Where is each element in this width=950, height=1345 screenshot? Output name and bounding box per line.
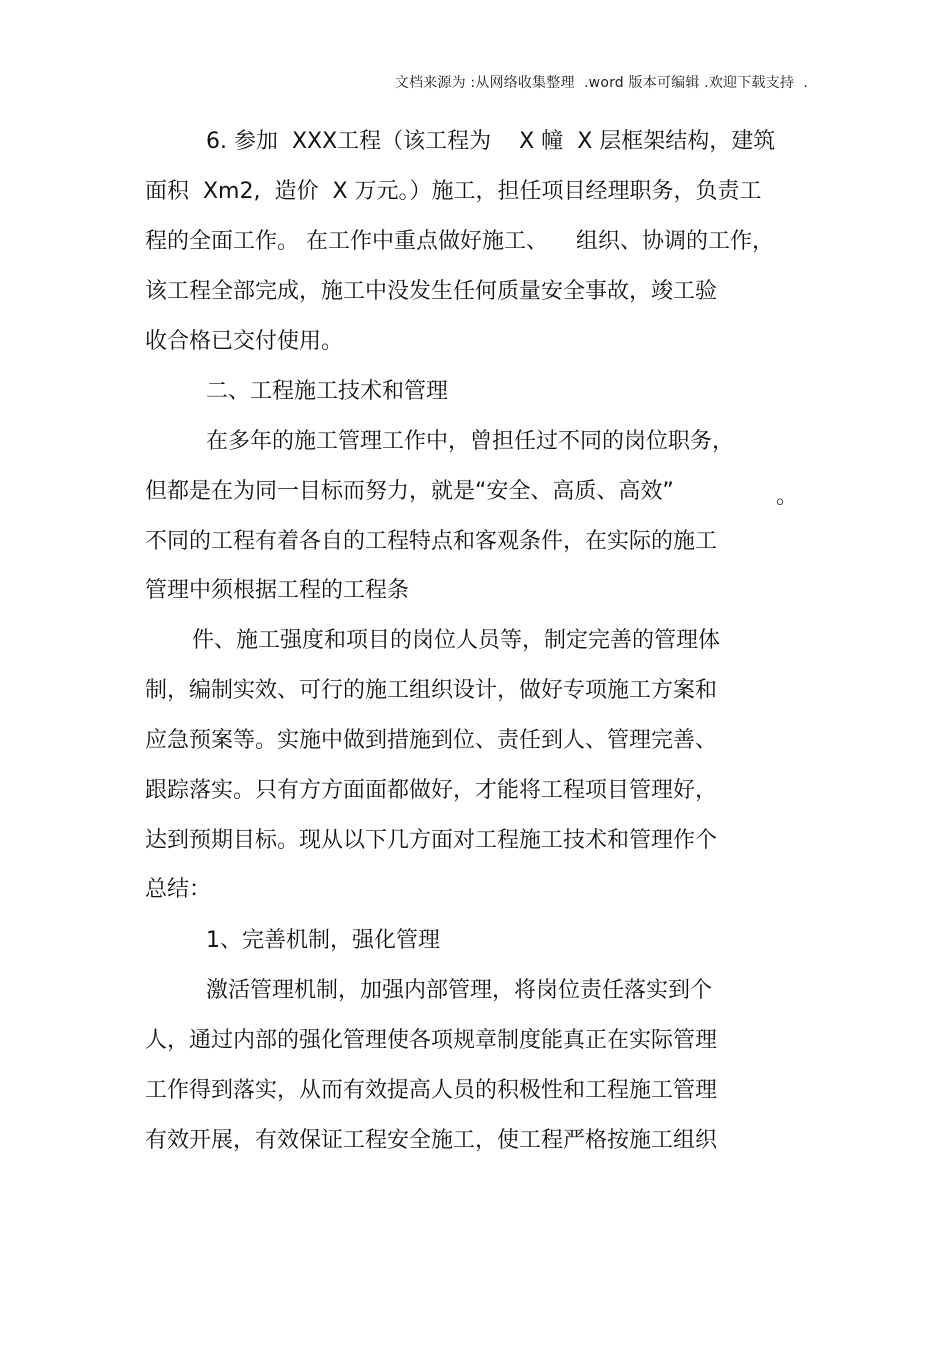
text-line: 面积 Xm2, 造价 X 万元。）施工，担任项目经理职务，负责工	[145, 179, 762, 204]
text-line: 6. 参加 XXX工程（该工程为 X 幢 X 层框架结构，建筑	[206, 129, 776, 154]
section-heading: 二、工程施工技术和管理	[206, 379, 449, 404]
text-line: 总结：	[145, 877, 212, 902]
text-line: 有效开展，有效保证工程安全施工，使工程严格按施工组织	[145, 1128, 718, 1153]
text-line: 制，编制实效、可行的施工组织设计，做好专项施工方案和	[145, 678, 718, 703]
text-line: 该工程全部完成，施工中没发生任何质量安全事故，竣工验	[145, 279, 718, 304]
text-line: 但都是在为同一目标而努力，就是“安全、高质、高效”	[145, 479, 674, 504]
text-line: 收合格已交付使用。	[145, 329, 344, 354]
section-heading: 1、完善机制，强化管理	[206, 928, 440, 953]
text-line: 。	[776, 484, 799, 509]
text-line: 管理中须根据工程的工程条	[145, 578, 410, 603]
text-line: 件、施工强度和项目的岗位人员等，制定完善的管理体	[192, 628, 721, 653]
text-line: 工作得到落实，从而有效提高人员的积极性和工程施工管理	[145, 1078, 718, 1103]
text-line: 达到预期目标。现从以下几方面对工程施工技术和管理作个	[145, 828, 718, 853]
text-line: 应急预案等。实施中做到措施到位、责任到人、管理完善、	[145, 728, 718, 753]
text-line: 人，通过内部的强化管理使各项规章制度能真正在实际管理	[145, 1028, 718, 1053]
text-line: 激活管理机制，加强内部管理，将岗位责任落实到个	[206, 978, 713, 1003]
text-line: 跟踪落实。只有方方面面都做好，才能将工程项目管理好，	[145, 778, 718, 803]
text-line: 不同的工程有着各自的工程特点和客观条件，在实际的施工	[145, 529, 718, 554]
text-line: 程的全面工作。 在工作中重点做好施工、 组织、协调的工作，	[145, 229, 774, 254]
text-line: 在多年的施工管理工作中，曾担任过不同的岗位职务，	[206, 429, 735, 454]
page-header: 文档来源为 :从网络收集整理 .word 版本可编辑 .欢迎下载支持 .	[394, 75, 808, 91]
